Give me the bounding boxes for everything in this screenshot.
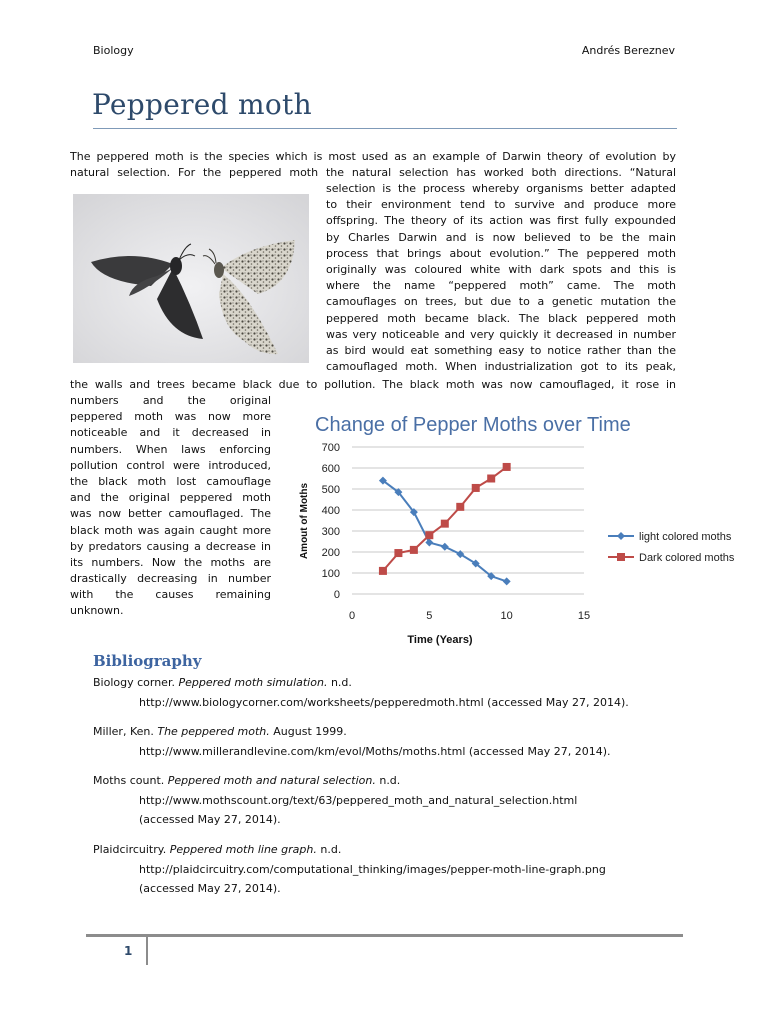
text-line: was now better camouflaged. The — [70, 507, 271, 521]
page-number: 1 — [124, 944, 133, 958]
legend-marker — [617, 532, 625, 540]
chart-series — [379, 463, 511, 585]
text-line: camouflages on trees, but due to a genetic mutation the — [326, 295, 676, 309]
chart-title: Change of Pepper Moths over Time — [315, 414, 631, 436]
text-line: was very noticeable and very quickly it decreased in number — [326, 327, 676, 341]
bib-url: (accessed May 27, 2014). — [139, 882, 281, 895]
text-line: where the name “peppered moth” came. The moth — [326, 279, 676, 293]
bib-date: August 1999. — [273, 725, 347, 738]
bib-date: n.d. — [379, 774, 401, 787]
text-line: as bird would eat something easy to notice rather than the — [326, 343, 676, 357]
data-point — [503, 463, 511, 471]
data-point — [410, 546, 418, 554]
bib-url: http://www.millerandlevine.com/km/evol/Moths/moths.html (accessed May 27, 2014). — [139, 744, 611, 758]
text-line: noticeable and it decreased in — [70, 426, 271, 440]
bib-title: The peppered moth. — [157, 725, 270, 738]
bib-date: n.d. — [330, 676, 352, 689]
x-tick-label: 15 — [577, 610, 591, 622]
x-tick-label: 0 — [348, 610, 356, 622]
data-point — [472, 484, 480, 492]
text-line: offspring. The theory of its action was first fully expounded — [326, 214, 676, 228]
y-tick-label: 500 — [321, 484, 340, 496]
y-tick-label: 200 — [321, 547, 340, 559]
legend-label: light colored moths — [639, 531, 732, 543]
text-line: numbers. When laws enforcing — [70, 442, 271, 456]
bib-author: Plaidcircuitry. — [93, 843, 167, 856]
y-tick-label: 400 — [321, 505, 340, 517]
x-tick-label: 10 — [500, 610, 513, 622]
text-line: drastically decreasing in number — [70, 572, 271, 586]
text-line: to their environment tend to survive and produce more — [326, 198, 676, 212]
moth-population-chart — [290, 400, 760, 655]
bib-author: Biology corner. — [93, 676, 175, 689]
y-tick-label: 600 — [321, 463, 340, 475]
y-tick-label: 700 — [321, 442, 340, 454]
bib-url: (accessed May 27, 2014). — [139, 813, 281, 826]
text-line: numbers and the original — [70, 394, 271, 407]
text-line: process that brings about evolution.” The peppered moth — [326, 246, 676, 260]
bib-title: Peppered moth simulation. — [178, 676, 328, 689]
body-paragraph-wide — [70, 377, 676, 393]
chart-legend — [608, 531, 735, 564]
y-tick-label: 300 — [321, 526, 340, 538]
title-underline — [93, 128, 677, 129]
data-point — [441, 543, 449, 551]
moth-illustration — [73, 194, 309, 363]
text-line: black moth was again caught more — [70, 523, 271, 537]
text-line: peppered moth was now more — [70, 410, 271, 424]
bib-url: http://plaidcircuitry.com/computational_thinking/images/pepper-moth-line-graph.png — [139, 862, 606, 876]
y-tick-label: 0 — [333, 589, 340, 601]
data-point — [425, 539, 433, 547]
text-line: camouflaged moth. When industrialization got to its peak, — [326, 360, 676, 374]
bibliography-entry — [93, 673, 693, 712]
text-line: natural selection. For the peppered moth the natural selection has worked both directions. “Natural — [70, 166, 676, 180]
text-line: the walls and trees became black due to pollution. The black moth was now camouflaged, it rose in — [70, 378, 676, 391]
x-tick-label: 5 — [426, 610, 433, 622]
data-point — [456, 503, 464, 511]
bib-author: Miller, Ken. — [93, 725, 154, 738]
data-point — [441, 520, 449, 528]
header-subject: Biology — [93, 44, 134, 57]
data-point — [487, 475, 495, 483]
bib-url: http://www.biologycorner.com/worksheets/pepperedmoth.html (accessed May 27, 2014). — [139, 695, 629, 709]
text-line: and the original peppered moth — [70, 491, 271, 505]
x-axis-label: Time (Years) — [407, 634, 473, 646]
bib-title: Peppered moth line graph. — [169, 843, 317, 856]
bib-title: Peppered moth and natural selection. — [167, 774, 376, 787]
bib-url: http://www.mothscount.org/text/63/peppered_moth_and_natural_selection.html — [139, 793, 578, 807]
bibliography-heading: Bibliography — [93, 652, 202, 670]
text-line: pollution control were introduced, — [70, 458, 271, 472]
text-line: The peppered moth is the species which is most used as an example of Darwin theory of evolution by — [70, 150, 676, 163]
y-tick-label: 100 — [321, 568, 340, 580]
text-line: by Charles Darwin and is now believed to be the main — [326, 230, 676, 244]
data-point — [425, 531, 433, 539]
y-axis-label: Amout of Moths — [299, 482, 310, 560]
data-point — [379, 567, 387, 575]
text-line: its numbers. Now the moths are — [70, 555, 271, 569]
moth-image — [73, 194, 309, 363]
text-line: selection is the process whereby organisms better adapted — [326, 182, 676, 195]
bibliography-entry — [93, 840, 693, 899]
text-line: with the causes remaining — [70, 588, 271, 602]
body-paragraph-right — [326, 181, 676, 375]
text-line: originally was coloured white with dark spots and this is — [326, 262, 676, 276]
text-line: the black moth lost camouflage — [70, 474, 271, 488]
bibliography-entry — [93, 771, 693, 830]
header-author: Andrés Bereznev — [581, 44, 675, 57]
body-paragraph-left — [70, 393, 271, 620]
bibliography-entry — [93, 722, 693, 761]
page-title: Peppered moth — [92, 88, 312, 121]
text-line: peppered moth became black. The black peppered moth — [326, 311, 676, 325]
data-point — [503, 577, 511, 585]
bib-author: Moths count. — [93, 774, 165, 787]
footer-divider — [146, 937, 148, 965]
legend-label: Dark colored moths — [639, 552, 735, 564]
chart-axes — [322, 442, 590, 622]
bib-date: n.d. — [320, 843, 342, 856]
legend-marker — [617, 553, 625, 561]
intro-paragraph — [70, 149, 676, 181]
text-line: unknown. — [70, 604, 124, 618]
footer-rule — [86, 934, 683, 937]
text-line: by predators causing a decrease in — [70, 539, 271, 553]
data-point — [394, 549, 402, 557]
